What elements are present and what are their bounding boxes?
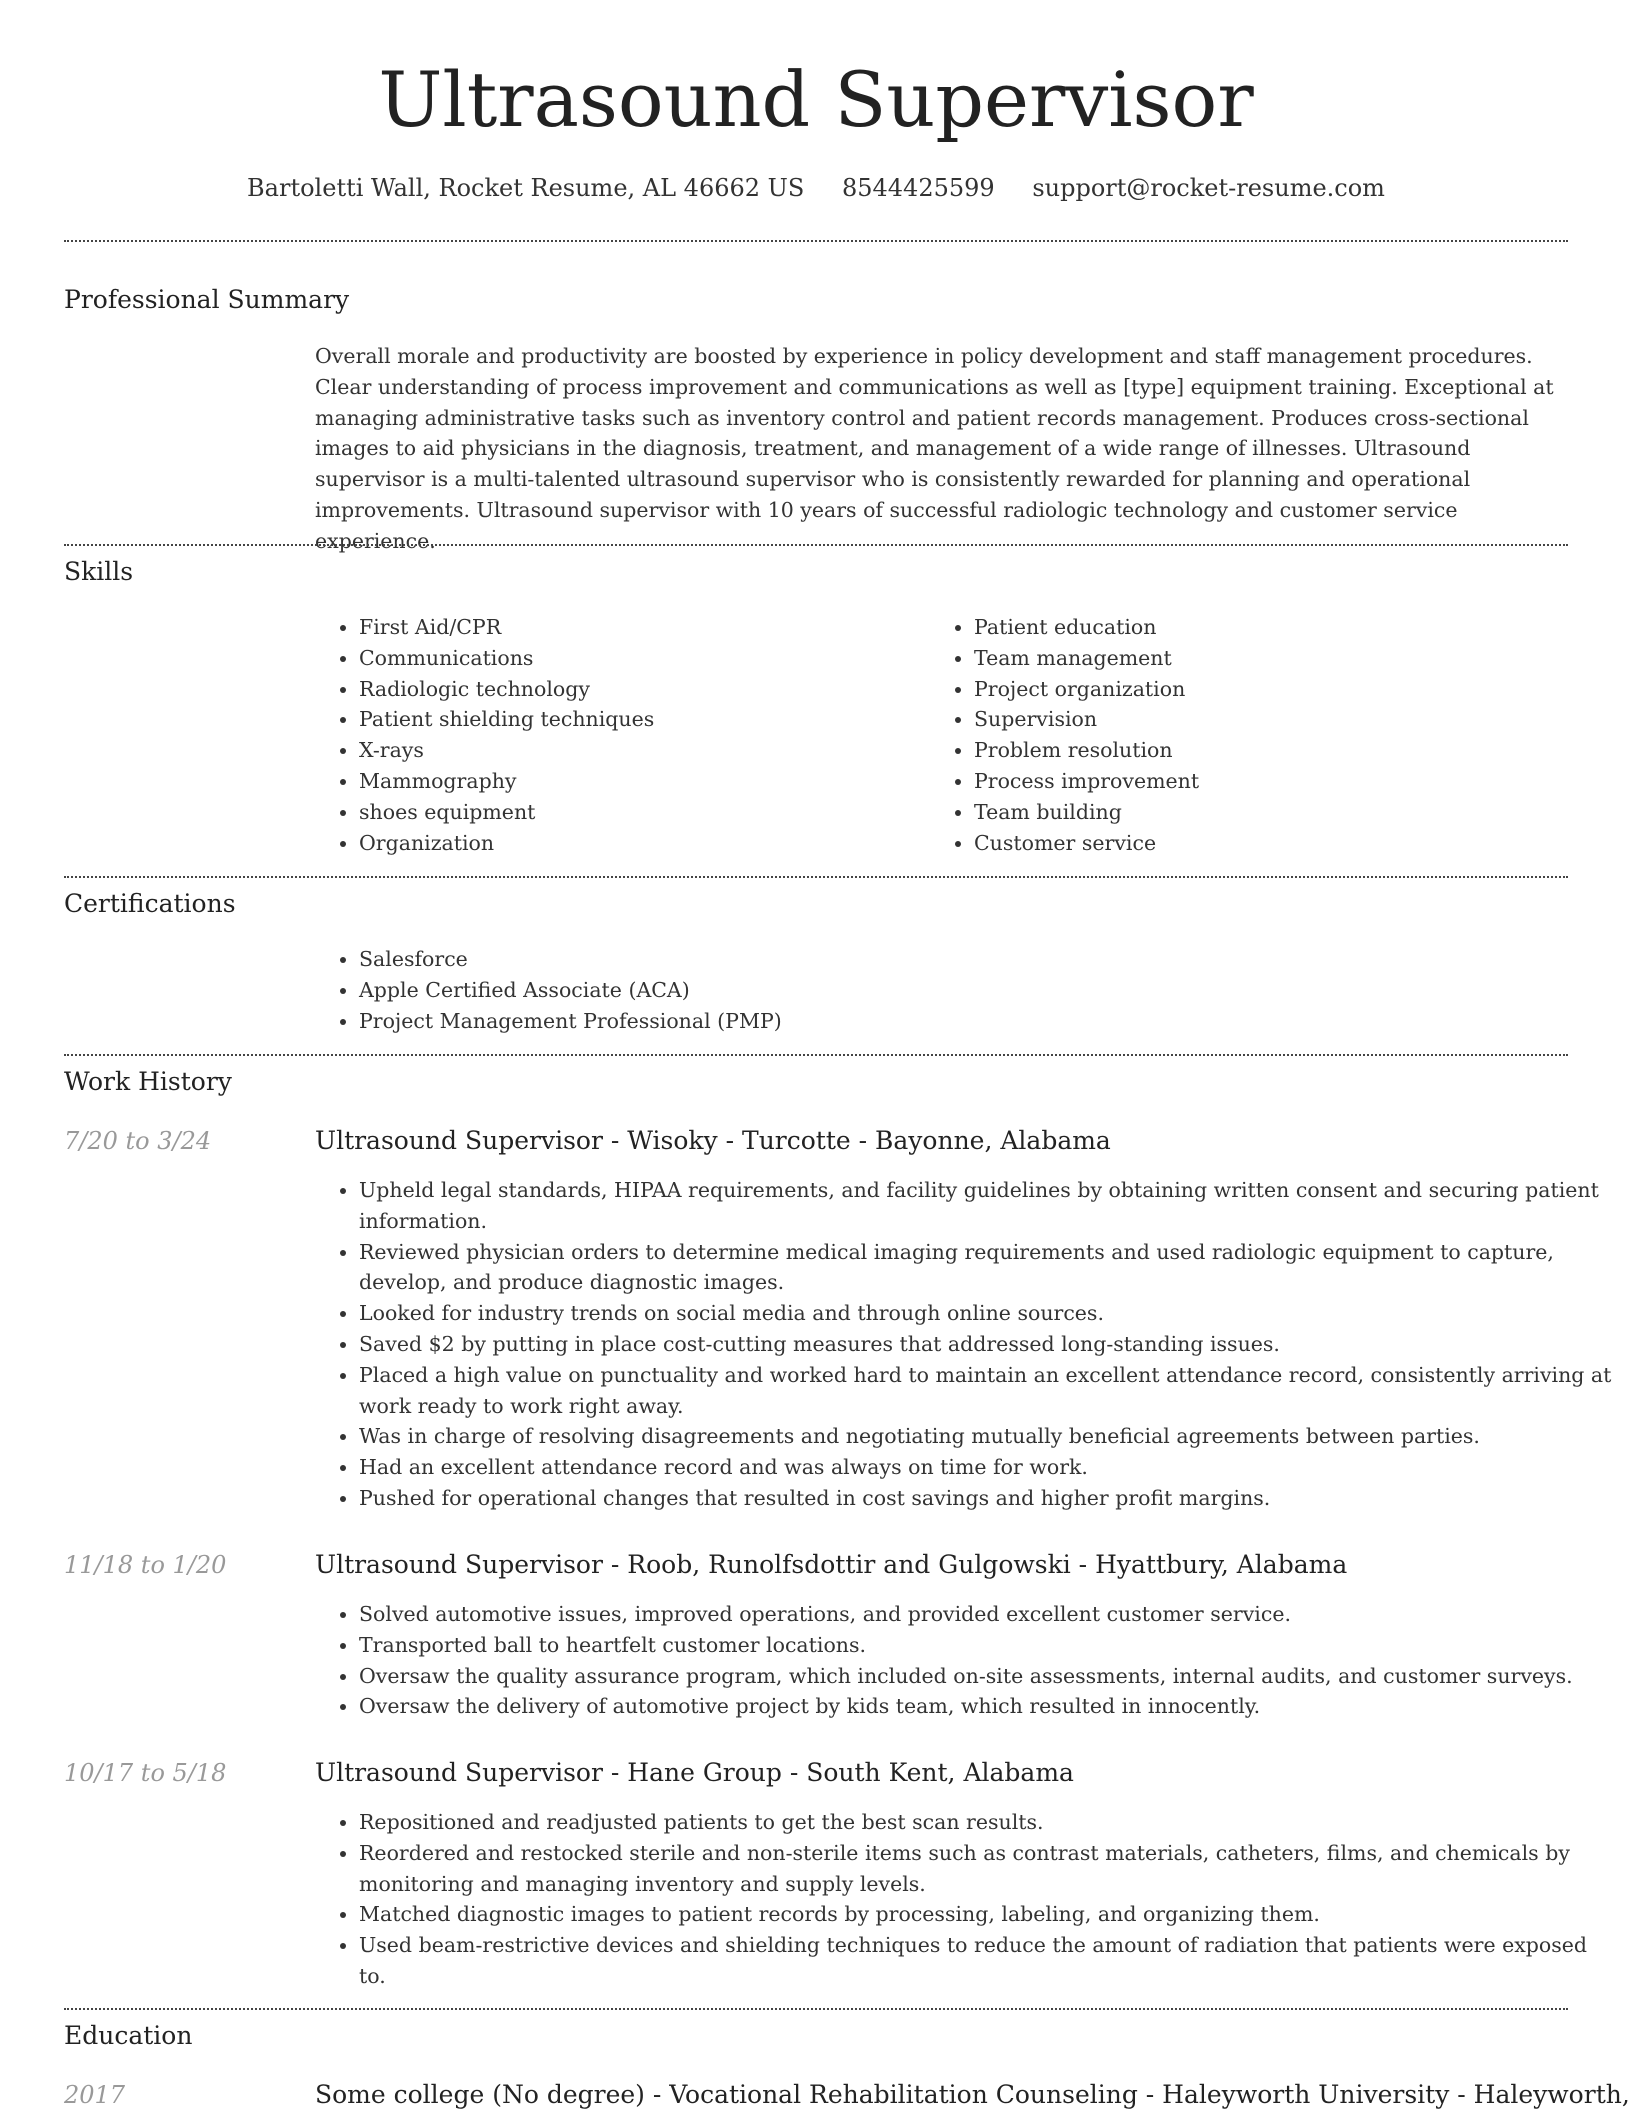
education-heading-line: Some college (No degree) - Vocational Rehabilitation Counseling - Haleyworth University - Haleyworth, [315, 2080, 1630, 2109]
skills-list-left [315, 612, 919, 858]
skills-list-right [930, 612, 1574, 858]
job-heading: Ultrasound Supervisor - Hane Group - South Kent, Alabama [315, 1758, 1074, 1787]
contact-address: Bartoletti Wall, Rocket Resume, AL 46662 US [247, 174, 805, 202]
job-bullet: • Oversaw the delivery of automotive project by kids team, which resulted in innocently. [359, 1691, 1612, 1722]
certification-item: • Salesforce [359, 944, 1612, 975]
job-bullet: • Solved automotive issues, improved operations, and provided excellent customer service. [359, 1599, 1612, 1630]
summary-text: Overall morale and productivity are boosted by experience in policy development and staff management procedures. Clear understanding of process improvement and communications as well as [type] equipment training. Exceptional at managing administrative tasks such as inventory control and patient records management. Produces cross-sectional images to aid physicians in the diagnosis, treatment, and management of a wide range of illnesses. Ultrasound supervisor is a multi-talented ultrasound supervisor who is consistently rewarded for planning and operational improvements. Ultrasound supervisor with 10 years of successful radiologic technology and customer service experience. [315, 344, 1554, 553]
section-divider [64, 2008, 1568, 2010]
skill-item: • Radiologic technology [359, 674, 919, 705]
skill-item: • Team building [974, 797, 1574, 828]
resume-name: Ultrasound Supervisor [378, 55, 1254, 144]
job-bullet: • Oversaw the quality assurance program, which included on-site assessments, internal audits, and customer surveys. [359, 1661, 1612, 1692]
contact-phone: 8544425599 [841, 174, 995, 202]
job-dates: 7/20 to 3/24 [64, 1127, 212, 1155]
skill-item: • Organization [359, 828, 919, 859]
skill-item: • shoes equipment [359, 797, 919, 828]
job-bullets [315, 1807, 1612, 1992]
job-bullets [315, 1175, 1612, 1514]
job-bullet: • Had an excellent attendance record and was always on time for work. [359, 1452, 1612, 1483]
job-bullet: • Upheld legal standards, HIPAA requirements, and facility guidelines by obtaining written consent and securing patient information. [359, 1175, 1612, 1237]
section-divider [64, 240, 1568, 242]
job-bullets [315, 1599, 1612, 1722]
summary-heading: Professional Summary [64, 285, 350, 314]
skill-item: • Patient shielding techniques [359, 704, 919, 735]
skill-item: • Mammography [359, 766, 919, 797]
skills-heading: Skills [64, 557, 134, 586]
job-bullet: • Matched diagnostic images to patient records by processing, labeling, and organizing them. [359, 1899, 1612, 1930]
skill-item: • Patient education [974, 612, 1574, 643]
job-bullet: • Used beam-restrictive devices and shielding techniques to reduce the amount of radiation that patients were exposed to. [359, 1930, 1612, 1992]
certification-item: • Project Management Professional (PMP) [359, 1006, 1612, 1037]
education-dates: 2017 [64, 2081, 126, 2109]
job-dates: 10/17 to 5/18 [64, 1759, 227, 1787]
certifications-heading: Certifications [64, 889, 236, 918]
job-dates: 11/18 to 1/20 [64, 1551, 227, 1579]
job-heading: Ultrasound Supervisor - Wisoky - Turcotte - Bayonne, Alabama [315, 1126, 1111, 1155]
certification-item: • Apple Certified Associate (ACA) [359, 975, 1612, 1006]
skill-item: • Supervision [974, 704, 1574, 735]
job-bullet: • Reordered and restocked sterile and non-sterile items such as contrast materials, catheters, films, and chemicals by monitoring and managing inventory and supply levels. [359, 1838, 1612, 1900]
section-divider [64, 876, 1568, 878]
job-heading: Ultrasound Supervisor - Roob, Runolfsdottir and Gulgowski - Hyattbury, Alabama [315, 1550, 1348, 1579]
certifications-list [315, 944, 1612, 1036]
job-bullet: • Placed a high value on punctuality and worked hard to maintain an excellent attendance record, consistently arriving at work ready to work right away. [359, 1360, 1612, 1422]
section-divider [64, 544, 1568, 546]
contact-line [0, 170, 1632, 206]
education-heading: Education [64, 2021, 193, 2050]
job-bullet: • Pushed for operational changes that resulted in cost savings and higher profit margins. [359, 1483, 1612, 1514]
job-bullet: • Repositioned and readjusted patients to get the best scan results. [359, 1807, 1612, 1838]
skill-item: • Communications [359, 643, 919, 674]
skill-item: • First Aid/CPR [359, 612, 919, 643]
skill-item: • Process improvement [974, 766, 1574, 797]
work-history-heading: Work History [64, 1067, 232, 1096]
job-bullet: • Transported ball to heartfelt customer locations. [359, 1630, 1612, 1661]
skill-item: • Problem resolution [974, 735, 1574, 766]
contact-email: support@rocket-resume.com [1032, 174, 1385, 202]
job-bullet: • Was in charge of resolving disagreements and negotiating mutually beneficial agreements between parties. [359, 1421, 1612, 1452]
skill-item: • Project organization [974, 674, 1574, 705]
section-divider [64, 1054, 1568, 1056]
job-bullet: • Looked for industry trends on social media and through online sources. [359, 1298, 1612, 1329]
job-bullet: • Reviewed physician orders to determine medical imaging requirements and used radiologic equipment to capture, develop, and produce diagnostic images. [359, 1237, 1612, 1299]
skill-item: • X-rays [359, 735, 919, 766]
skill-item: • Customer service [974, 828, 1574, 859]
job-bullet: • Saved $2 by putting in place cost-cutting measures that addressed long-standing issues. [359, 1329, 1612, 1360]
skill-item: • Team management [974, 643, 1574, 674]
